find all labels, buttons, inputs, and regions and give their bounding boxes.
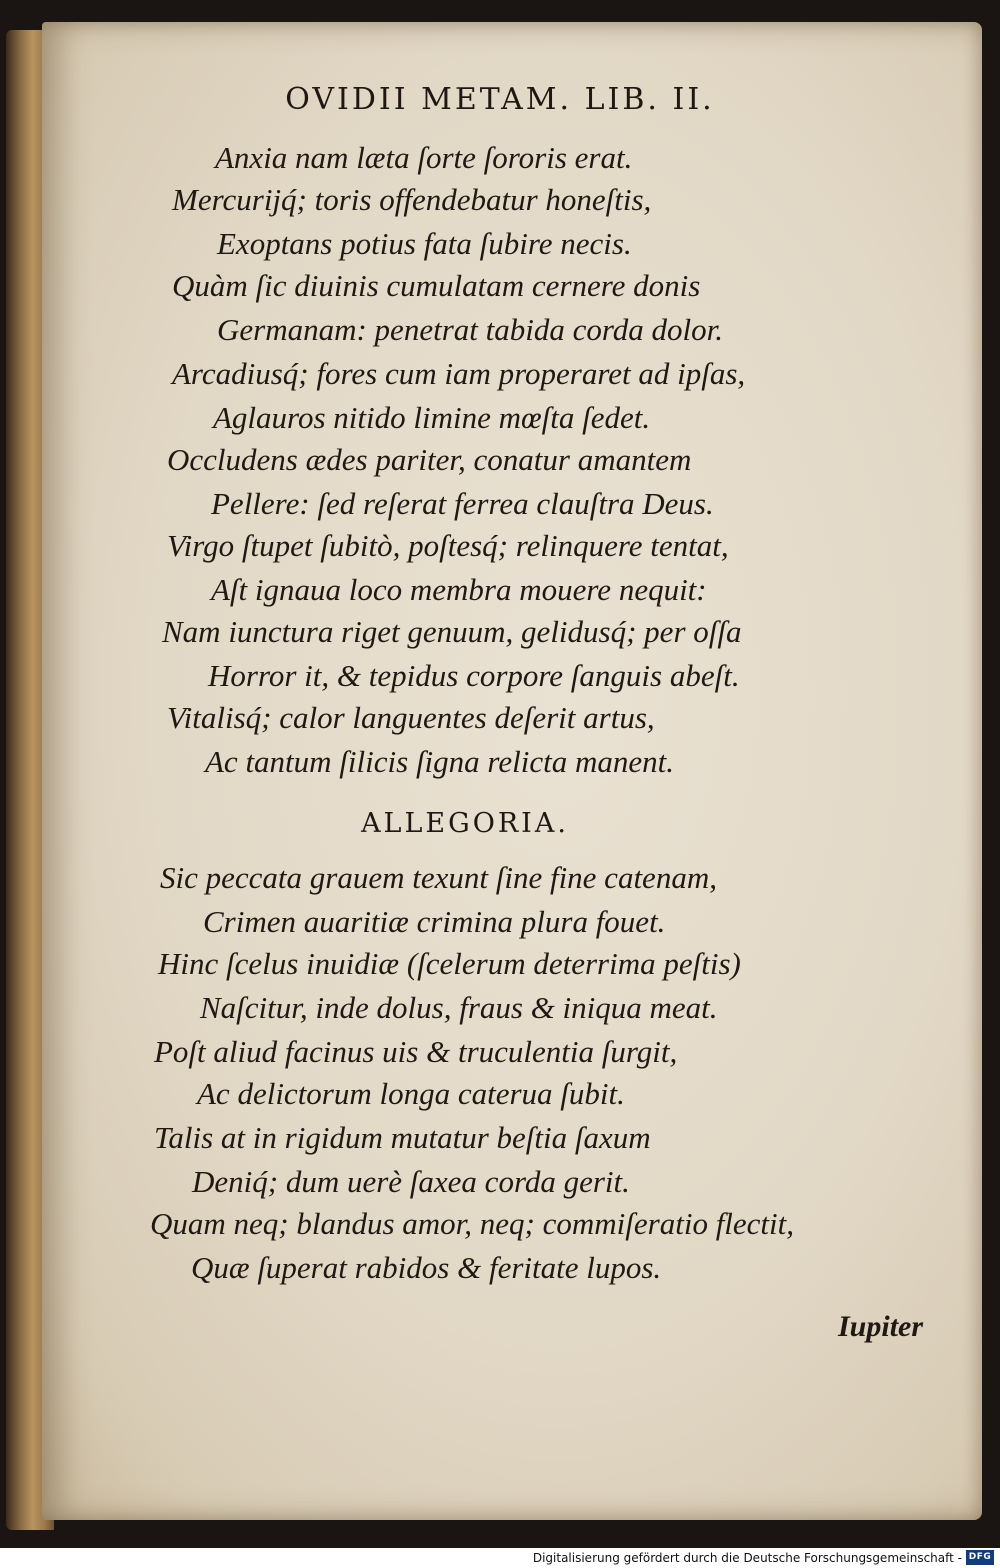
allegoria-verse-line-1: Sic peccata grauem texunt ſine fine catenam, [160,860,717,895]
allegoria-verse-line-4: Naſcitur, inde dolus, fraus & iniqua meat. [200,990,718,1025]
catchword: Iupiter [838,1310,924,1343]
verse-line-6: Arcadiusq́; fores cum iam properaret ad ipſas, [172,356,746,391]
verse-line-7: Aglauros nitido limine mœſta ſedet. [213,400,651,435]
allegoria-verse-line-7: Talis at in rigidum mutatur beſtia ſaxum [154,1120,651,1155]
running-header: OVIDII METAM. LIB. II. [285,82,715,117]
verse-line-1: Anxia nam læta ſorte ſororis erat. [215,140,633,175]
verse-line-8: Occludens ædes pariter, conatur amantem [167,442,692,477]
verse-line-9: Pellere: ſed reſerat ferrea clauſtra Deus. [211,486,714,521]
allegoria-verse-line-2: Crimen auaritiæ crimina plura fouet. [203,904,666,939]
allegoria-verse-line-8: Deniq́; dum uerè ſaxea corda gerit. [192,1164,630,1199]
footer-credit: Digitalisierung gefördert durch die Deutsche Forschungsgemeinschaft - [532,1551,962,1565]
verse-line-12: Nam iunctura riget genuum, gelidusq́; per oſſa [162,614,742,649]
allegoria-verse-line-3: Hinc ſcelus inuidiæ (ſcelerum deterrima peſtis) [158,946,741,981]
verse-line-14: Vitalisq́; calor languentes deſerit artus, [167,700,655,735]
section-title-allegoria: ALLEGORIA. [361,808,569,839]
verse-line-4: Quàm ſic diuinis cumulatam cernere donis [172,268,701,303]
verse-line-15: Ac tantum ſilicis ſigna relicta manent. [205,744,674,779]
verse-line-2: Mercurijq́; toris offendebatur honeſtis, [172,182,652,217]
verse-line-3: Exoptans potius fata ſubire necis. [217,226,632,261]
allegoria-verse-line-9: Quam neq; blandus amor, neq; commiſeratio flectit, [150,1206,795,1241]
verse-line-10: Virgo ſtupet ſubitò, poſtesq́; relinquere tentat, [167,528,729,563]
allegoria-verse-line-5: Poſt aliud facinus uis & truculentia ſurgit, [154,1034,678,1069]
dfg-logo-icon: DFG [966,1550,994,1565]
allegoria-verse-line-10: Quæ ſuperat rabidos & feritate lupos. [191,1250,662,1285]
verse-line-5: Germanam: penetrat tabida corda dolor. [217,312,724,347]
allegoria-verse-line-6: Ac delictorum longa caterua ſubit. [197,1076,625,1111]
verse-line-11: Aſt ignaua loco membra mouere nequit: [211,572,707,607]
verse-line-13: Horror it, & tepidus corpore ſanguis abeſt. [208,658,740,693]
